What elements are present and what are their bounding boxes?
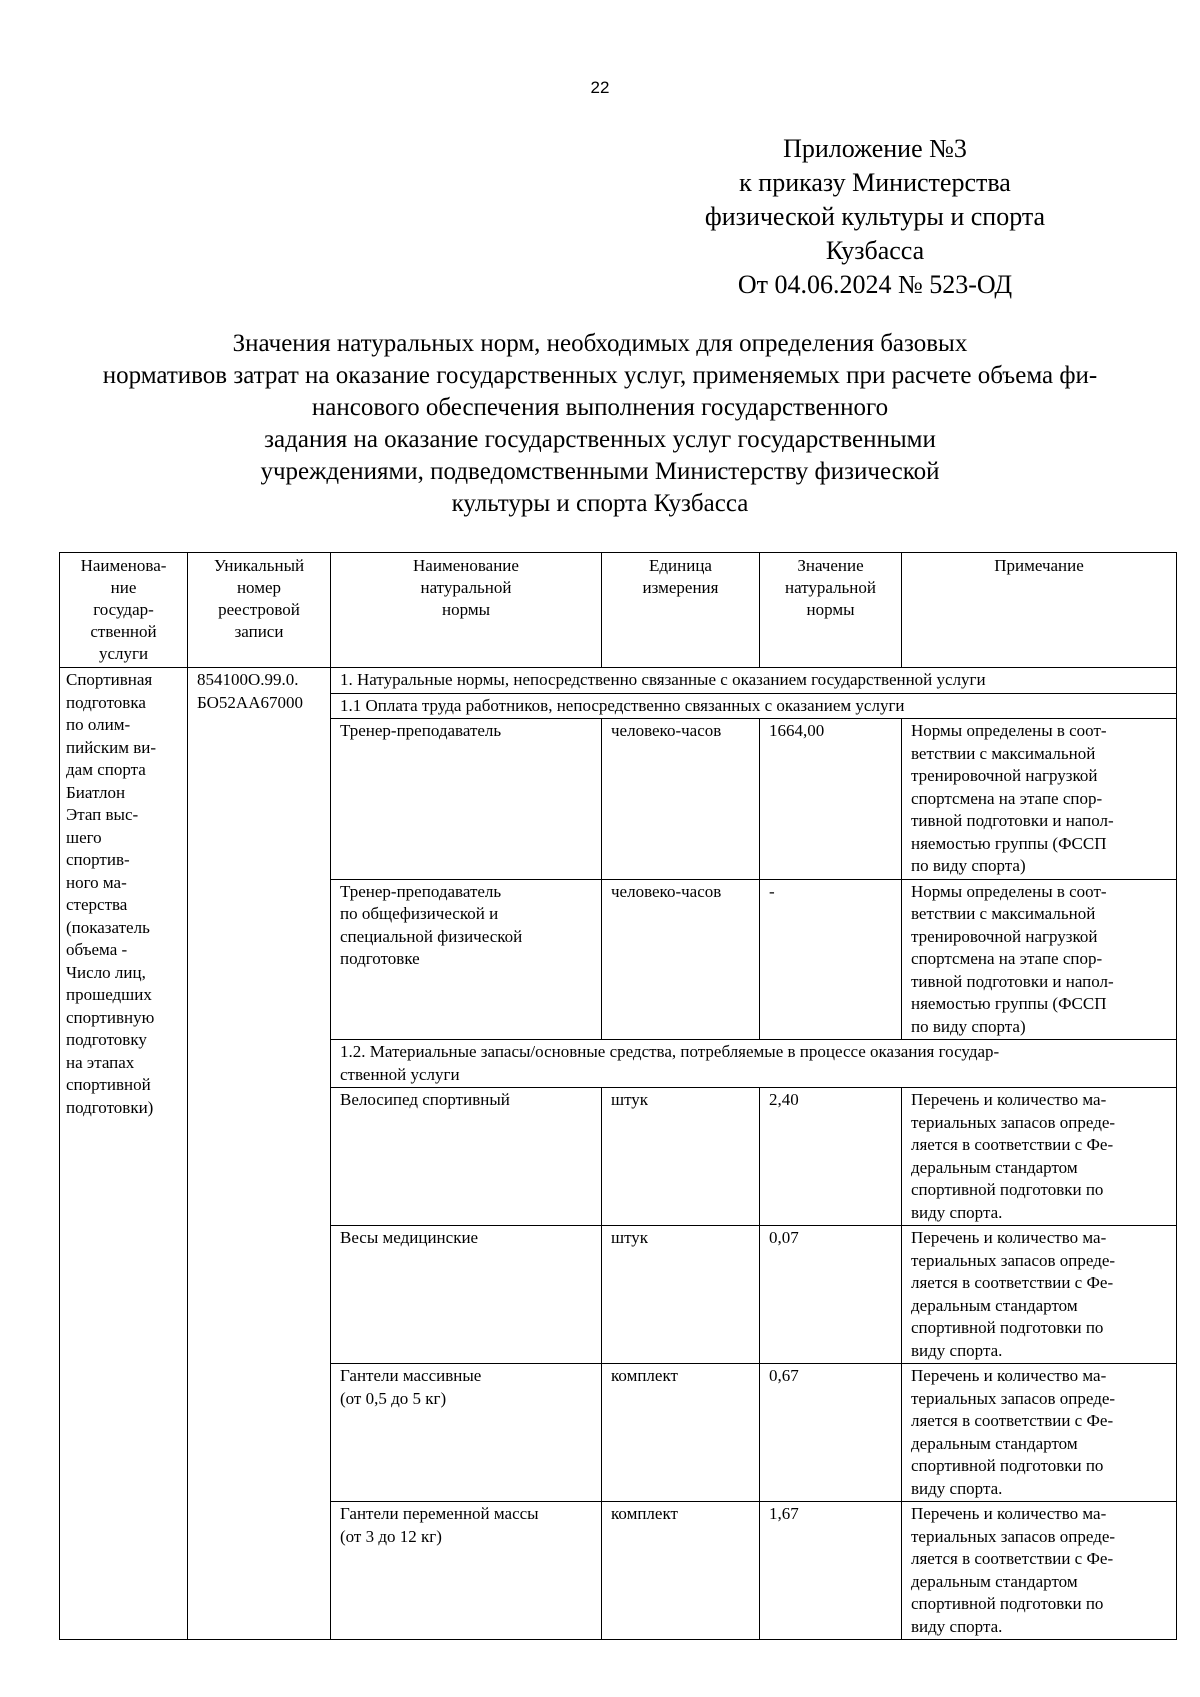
- note-line: Нормы определены в соот-: [911, 881, 1107, 901]
- note-line: ляется в соответствии с Фе-: [911, 1411, 1114, 1430]
- service-name-line: дам спорта: [66, 760, 146, 779]
- note-line: спортивной подготовки по: [911, 1456, 1104, 1475]
- service-name-line: пийским ви-: [66, 737, 156, 757]
- service-name-cell: [60, 668, 188, 1640]
- note-line: Перечень и количество ма-: [911, 1366, 1107, 1385]
- appendix-line: От 04.06.2024 № 523-ОД: [737, 270, 1013, 299]
- note-line: тивной подготовки и напол-: [911, 811, 1114, 830]
- note-cell: [902, 879, 1177, 1040]
- service-name-line: спортивной: [66, 1075, 151, 1094]
- note-line: няемостью группы (ФССП: [911, 994, 1107, 1013]
- header-line: ние: [110, 578, 137, 597]
- header-value: [760, 553, 902, 668]
- header-norm-name: [331, 553, 602, 668]
- note-line: териальных запасов опреде-: [911, 1388, 1116, 1408]
- note-line: ляется в соответствии с Фе-: [911, 1549, 1114, 1568]
- service-name-line: спортивную: [66, 1007, 155, 1027]
- service-name-line: по олим-: [66, 715, 131, 734]
- service-name-line: спортив-: [66, 850, 130, 869]
- note-cell: [902, 1502, 1177, 1640]
- appendix-header: [660, 132, 1090, 302]
- header-line: Наименование: [413, 556, 519, 575]
- value-cell: 1,67: [760, 1502, 902, 1640]
- note-line: деральным стандартом: [911, 1157, 1078, 1177]
- header-line: Уникальный: [213, 556, 305, 575]
- norm-name-cell: [331, 1088, 602, 1226]
- header-line: Примечание: [994, 556, 1084, 575]
- note-cell: [902, 1364, 1177, 1502]
- service-name-line: (показатель: [66, 917, 150, 937]
- header-line: Единица: [649, 556, 712, 575]
- value-cell: 0,07: [760, 1226, 902, 1364]
- registry-number-cell: [188, 668, 331, 1640]
- appendix-line: Приложение №3: [783, 134, 967, 163]
- note-line: деральным стандартом: [911, 1433, 1078, 1453]
- norm-name-line: Тренер-преподаватель: [340, 721, 502, 740]
- note-cell: [902, 1088, 1177, 1226]
- value-cell: 1664,00: [760, 719, 902, 880]
- note-line: тренировочной нагрузкой: [911, 766, 1098, 785]
- norm-name-line: по общефизической и: [340, 904, 499, 923]
- norm-name-line: Велосипед спортивный: [340, 1090, 510, 1109]
- unit-cell: штук: [602, 1088, 760, 1226]
- title-line: задания на оказание государственных услуг государственными: [264, 426, 936, 453]
- norm-name-line: Весы медицинские: [340, 1228, 479, 1247]
- header-note: [902, 553, 1177, 668]
- unit-cell: человеко-часов: [602, 719, 760, 880]
- norm-name-cell: [331, 719, 602, 880]
- header-line: номер: [236, 578, 282, 597]
- note-line: спортсмена на этапе спор-: [911, 949, 1103, 968]
- note-line: ветствии с максимальной: [911, 904, 1096, 923]
- note-line: по виду спорта): [911, 856, 1026, 875]
- norm-name-line: подготовке: [340, 949, 420, 968]
- note-line: Перечень и количество ма-: [911, 1228, 1107, 1247]
- service-name-line: стерства: [66, 895, 128, 914]
- header-line: натуральной: [784, 578, 877, 597]
- header-line: нормы: [441, 600, 491, 619]
- header-line: Значение: [797, 556, 864, 575]
- note-line: няемостью группы (ФССП: [911, 833, 1107, 853]
- service-name-line: подготовки): [66, 1097, 154, 1117]
- appendix-line: к приказу Министерства: [739, 168, 1011, 197]
- value-cell: -: [760, 879, 902, 1040]
- title-line: учреждениями, подведомственными Министерству физической: [260, 458, 940, 485]
- service-name-line: Биатлон: [66, 782, 126, 802]
- note-line: спортивной подготовки по: [911, 1594, 1104, 1613]
- registry-number-line: 854100О.99.0.: [197, 670, 299, 689]
- note-line: Перечень и количество ма-: [911, 1090, 1107, 1109]
- service-name-line: Этап выс-: [66, 805, 139, 824]
- registry-number-line: БО52АА67000: [197, 692, 303, 712]
- note-line: виду спорта.: [911, 1478, 1003, 1498]
- note-cell: [902, 719, 1177, 880]
- unit-cell: человеко-часов: [602, 879, 760, 1040]
- service-name-line: прошедших: [66, 985, 152, 1004]
- header-line: услуги: [98, 644, 149, 663]
- norm-name-line: (от 0,5 до 5 кг): [340, 1388, 447, 1408]
- header-service-name: [60, 553, 188, 668]
- norm-name-cell: [331, 879, 602, 1040]
- value-cell: 2,40: [760, 1088, 902, 1226]
- service-name-line: ного ма-: [66, 872, 127, 892]
- norm-name-cell: [331, 1226, 602, 1364]
- norms-table: [59, 552, 1177, 1640]
- header-unit: [602, 553, 760, 668]
- header-line: нормы: [806, 600, 855, 619]
- service-name-line: шего: [66, 827, 102, 847]
- unit-cell: штук: [602, 1226, 760, 1364]
- note-line: тренировочной нагрузкой: [911, 926, 1098, 946]
- note-cell: [902, 1226, 1177, 1364]
- norm-name-line: специальной физической: [340, 926, 523, 946]
- service-name-line: подготовка: [66, 692, 146, 712]
- section-1-2-heading: [331, 1040, 1177, 1088]
- title-line: Значения натуральных норм, необходимых для определения базовых: [232, 330, 968, 357]
- note-line: виду спорта.: [911, 1202, 1003, 1222]
- norm-name-line: Тренер-преподаватель: [340, 881, 502, 901]
- table-header-row: [60, 553, 1177, 668]
- note-line: виду спорта.: [911, 1616, 1003, 1636]
- note-line: ляется в соответствии с Фе-: [911, 1135, 1114, 1154]
- unit-cell: комплект: [602, 1502, 760, 1640]
- document-title: [30, 328, 1170, 520]
- note-line: деральным стандартом: [911, 1571, 1078, 1591]
- header-registry-number: [188, 553, 331, 668]
- norm-name-cell: [331, 1502, 602, 1640]
- note-line: териальных запасов опреде-: [911, 1250, 1116, 1270]
- header-line: государ-: [93, 600, 154, 619]
- note-line: ляется в соответствии с Фе-: [911, 1273, 1114, 1292]
- service-name-line: объема -: [66, 940, 128, 959]
- section-1-heading: 1. Натуральные нормы, непосредственно связанные с оказанием государственной услуги: [331, 668, 1177, 694]
- note-line: деральным стандартом: [911, 1295, 1078, 1315]
- norm-name-line: (от 3 до 12 кг): [340, 1526, 442, 1546]
- title-line: культуры и спорта Кузбасса: [451, 490, 749, 517]
- section-row: [60, 668, 1177, 694]
- norm-name-line: Гантели массивные: [340, 1366, 482, 1385]
- note-line: спортивной подготовки по: [911, 1318, 1104, 1337]
- note-line: Нормы определены в соот-: [911, 721, 1107, 740]
- title-line: нансового обеспечения выполнения государственного: [311, 394, 889, 421]
- note-line: спортивной подготовки по: [911, 1180, 1104, 1199]
- appendix-line: физической культуры и спорта: [704, 202, 1046, 231]
- section-heading-line: ственной услуги: [340, 1064, 460, 1084]
- service-name-line: на этапах: [66, 1052, 135, 1072]
- header-line: измерения: [642, 578, 719, 597]
- note-line: тивной подготовки и напол-: [911, 971, 1114, 991]
- section-1-1-heading: 1.1 Оплата труда работников, непосредственно связанных с оказанием услуги: [331, 693, 1177, 719]
- note-line: по виду спорта): [911, 1016, 1026, 1036]
- header-line: реестровой: [218, 600, 300, 619]
- note-line: Перечень и количество ма-: [911, 1504, 1107, 1523]
- note-line: ветствии с максимальной: [911, 743, 1096, 763]
- note-line: териальных запасов опреде-: [911, 1526, 1116, 1546]
- norm-name-line: Гантели переменной массы: [340, 1504, 539, 1523]
- service-name-line: Спортивная: [66, 670, 153, 689]
- note-line: териальных запасов опреде-: [911, 1112, 1116, 1132]
- header-line: натуральной: [420, 578, 512, 597]
- note-line: виду спорта.: [911, 1340, 1003, 1360]
- header-line: Наименова-: [80, 556, 167, 575]
- appendix-line: Кузбасса: [825, 236, 925, 265]
- section-heading-line: 1.2. Материальные запасы/основные средства, потребляемые в процессе оказания государ-: [340, 1042, 1000, 1061]
- header-line: записи: [234, 622, 284, 641]
- note-line: спортсмена на этапе спор-: [911, 788, 1103, 808]
- value-cell: 0,67: [760, 1364, 902, 1502]
- page-number: 22: [590, 78, 610, 97]
- unit-cell: комплект: [602, 1364, 760, 1502]
- norm-name-cell: [331, 1364, 602, 1502]
- title-line: нормативов затрат на оказание государственных услуг, применяемых при расчете объема фи-: [102, 362, 1098, 389]
- service-name-line: подготовку: [66, 1030, 147, 1049]
- header-line: ственной: [90, 622, 157, 641]
- service-name-line: Число лиц,: [66, 962, 146, 982]
